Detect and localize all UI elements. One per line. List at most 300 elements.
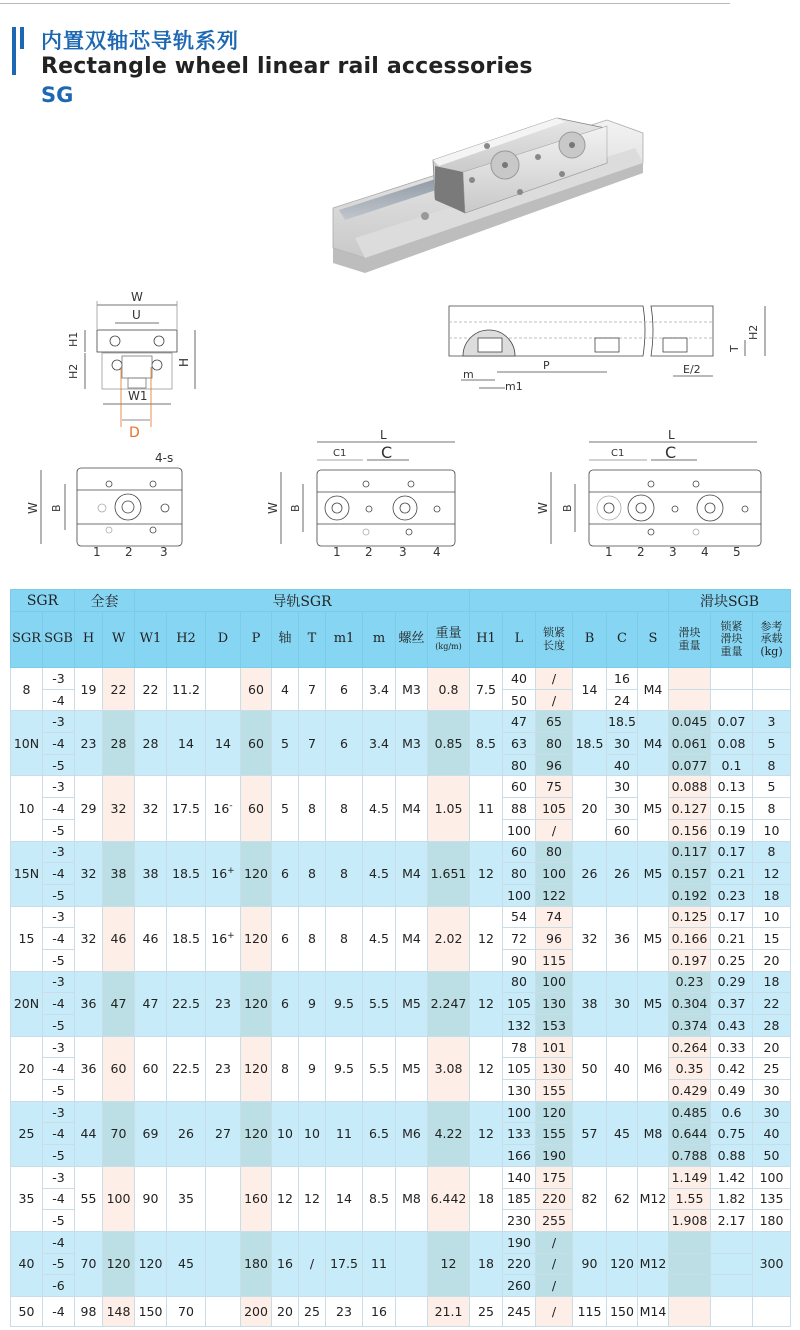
col-h2: H2 [167,612,206,668]
cell-lock-block-weight: 0.1 [711,754,753,776]
svg-text:C1: C1 [611,448,625,459]
cell-lock-block-weight: 0.88 [711,1145,753,1167]
cell-s: M4 [638,711,669,776]
table-row [11,841,791,863]
cell-ref-load: 12 [753,863,791,885]
cell-h1: 12 [470,906,503,971]
group-header-sgr: SGR [11,590,75,612]
cell-w: 100 [103,1166,135,1231]
cell-sgr: 35 [11,1166,43,1231]
cell-l: 88 [503,798,536,820]
rail-side-view-diagram [445,300,775,395]
cell-sgb: -4 [43,733,75,755]
cell-lock-length: 80 [536,841,573,863]
cell-sgb: -4 [43,1123,75,1145]
cell-t: 8 [299,906,326,971]
cell-lock-length: 75 [536,776,573,798]
table-row [11,1036,791,1058]
cell-c: 150 [607,1296,638,1326]
cell-block-weight: 0.788 [669,1145,711,1167]
col-ref-load: 参考 承载 (kg) [753,612,791,668]
cell-h2: 35 [167,1166,206,1231]
cell-sgr: 25 [11,1101,43,1166]
cell-sgb: -5 [43,949,75,971]
cell-c: 16 [607,668,638,690]
cell-sgb: -3 [43,971,75,993]
group-header-set: 全套 [75,590,135,612]
cell-h: 19 [75,668,103,711]
cell-shaft: 10 [272,1101,299,1166]
svg-text:4: 4 [433,545,441,559]
svg-text:2: 2 [637,545,645,559]
cell-lock-block-weight: 0.08 [711,733,753,755]
cell-lock-block-weight: 1.42 [711,1166,753,1188]
cell-l: 100 [503,819,536,841]
cell-l: 60 [503,841,536,863]
svg-text:L: L [668,428,675,442]
cell-block-weight: 0.157 [669,863,711,885]
cell-screw: M8 [396,1166,428,1231]
cell-b: 14 [573,668,607,711]
title-accent-bar [12,27,16,75]
cell-c: 62 [607,1166,638,1231]
cell-lock-length: 122 [536,884,573,906]
cell-d-value: 23 [215,996,231,1012]
cell-screw [396,1231,428,1296]
cell-ref-load: 300 [753,1231,791,1296]
cell-m: 3.4 [363,668,396,711]
cell-ref-load: 5 [753,776,791,798]
cell-h1: 12 [470,841,503,906]
cell-sgr: 10 [11,776,43,841]
svg-text:4: 4 [701,545,709,559]
cell-h1: 18 [470,1231,503,1296]
svg-text:H2: H2 [67,363,80,379]
col-block-weight: 滑块 重量 [669,612,711,668]
cell-h: 44 [75,1101,103,1166]
cell-lock-block-weight: 0.43 [711,1015,753,1037]
cell-h2: 45 [167,1231,206,1296]
col-m1: m1 [326,612,363,668]
cell-s: M5 [638,776,669,841]
cell-block-weight: 1.149 [669,1166,711,1188]
svg-text:3: 3 [399,545,407,559]
section-view-diagram [55,287,225,442]
cell-lock-block-weight: 0.75 [711,1123,753,1145]
cell-m1: 23 [326,1296,363,1326]
svg-text:W: W [266,502,280,514]
col-sgb: SGB [43,612,75,668]
cell-d [206,1036,241,1101]
cell-p: 180 [241,1231,272,1296]
svg-text:1: 1 [93,545,101,559]
cell-sgr: 20N [11,971,43,1036]
cell-d-value: 16 [213,801,230,817]
cell-sgb: -4 [43,1188,75,1210]
cell-m1: 8 [326,906,363,971]
cell-m: 5.5 [363,971,396,1036]
top-divider [0,3,730,4]
cell-w1: 90 [135,1166,167,1231]
table-row [11,668,791,690]
cell-c: 18.5 [607,711,638,733]
cell-screw: M6 [396,1101,428,1166]
cell-c: 26 [607,841,638,906]
spec-table-body [11,668,791,1327]
cell-l: 78 [503,1036,536,1058]
cell-sgb: -5 [43,1253,75,1275]
cell-l: 105 [503,993,536,1015]
svg-text:3: 3 [160,545,168,559]
cell-h2: 18.5 [167,841,206,906]
cell-h: 23 [75,711,103,776]
cell-weight: 2.247 [428,971,470,1036]
cell-t: 9 [299,971,326,1036]
cell-sgb: -3 [43,711,75,733]
svg-text:C1: C1 [333,448,347,459]
cell-sgr: 40 [11,1231,43,1296]
cell-s: M5 [638,841,669,906]
cell-h1: 11 [470,776,503,841]
cell-d-value: 14 [215,735,231,751]
cell-s: M12 [638,1231,669,1296]
block-3-hole-diagram [25,448,255,560]
cell-b: 38 [573,971,607,1036]
cell-s: M14 [638,1296,669,1326]
cell-m: 6.5 [363,1101,396,1166]
cell-sgb: -5 [43,754,75,776]
cell-d-tolerance: + [227,931,235,942]
cell-w1: 28 [135,711,167,776]
cell-h2: 26 [167,1101,206,1166]
cell-ref-load: 3 [753,711,791,733]
series-label: SG [41,83,74,107]
svg-text:2: 2 [125,545,133,559]
cell-lock-length: / [536,1275,573,1297]
cell-ref-load: 15 [753,928,791,950]
svg-text:E/2: E/2 [683,363,701,376]
cell-sgb: -4 [43,993,75,1015]
table-row [11,1166,791,1188]
cell-c: 24 [607,689,638,711]
cell-m: 11 [363,1231,396,1296]
cell-s: M12 [638,1166,669,1231]
cell-d-value: 23 [215,1061,231,1077]
cell-h2: 70 [167,1296,206,1326]
cell-lock-block-weight: 0.49 [711,1080,753,1102]
col-p: P [241,612,272,668]
cell-t: 8 [299,841,326,906]
svg-text:T: T [728,345,741,352]
cell-l: 40 [503,668,536,690]
cell-l: 80 [503,863,536,885]
cell-m: 16 [363,1296,396,1326]
cell-ref-load: 100 [753,1166,791,1188]
cell-d-tolerance: - [229,800,233,811]
cell-d [206,1166,241,1231]
cell-b: 90 [573,1231,607,1296]
cell-lock-length: / [536,1296,573,1326]
cell-ref-load: 30 [753,1080,791,1102]
cell-sgb: -4 [43,1296,75,1326]
cell-w1: 60 [135,1036,167,1101]
cell-m1: 11 [326,1101,363,1166]
cell-d-value: 16 [211,931,228,947]
cell-m1: 8 [326,776,363,841]
cell-t: 7 [299,711,326,776]
cell-screw: M4 [396,776,428,841]
cell-m: 8.5 [363,1166,396,1231]
cell-screw: M5 [396,971,428,1036]
cell-l: 190 [503,1231,536,1253]
cell-w1: 47 [135,971,167,1036]
cell-lock-block-weight [711,1296,753,1326]
svg-text:L: L [380,428,387,442]
cell-lock-length: / [536,668,573,690]
cell-lock-block-weight: 1.82 [711,1188,753,1210]
cell-ref-load [753,689,791,711]
cell-screw [396,1296,428,1326]
cell-b: 115 [573,1296,607,1326]
cell-sgb: -6 [43,1275,75,1297]
cell-ref-load [753,668,791,690]
cell-lock-length: 105 [536,798,573,820]
cell-m: 4.5 [363,906,396,971]
cell-block-weight: 0.045 [669,711,711,733]
cell-ref-load: 10 [753,819,791,841]
cell-weight: 3.08 [428,1036,470,1101]
cell-block-weight: 0.485 [669,1101,711,1123]
cell-lock-length: 80 [536,733,573,755]
svg-text:C: C [381,443,393,462]
cell-l: 90 [503,949,536,971]
cell-p: 120 [241,1101,272,1166]
cell-weight: 12 [428,1231,470,1296]
cell-ref-load: 8 [753,841,791,863]
cell-c: 60 [607,819,638,841]
cell-ref-load: 5 [753,733,791,755]
cell-lock-length: 100 [536,971,573,993]
cell-block-weight: 1.908 [669,1210,711,1232]
cell-sgb: -3 [43,841,75,863]
cell-ref-load [753,1296,791,1326]
cell-block-weight: 0.644 [669,1123,711,1145]
cell-h: 29 [75,776,103,841]
cell-ref-load: 50 [753,1145,791,1167]
cell-ref-load: 40 [753,1123,791,1145]
cell-h2: 22.5 [167,1036,206,1101]
svg-text:W: W [536,502,550,514]
cell-b: 32 [573,906,607,971]
cell-lock-block-weight: 0.17 [711,841,753,863]
cell-lock-length: / [536,1253,573,1275]
title-accent-bar-short [20,27,24,49]
cell-c: 40 [607,754,638,776]
block-5-hole-diagram [525,428,790,560]
cell-weight: 6.442 [428,1166,470,1231]
cell-block-weight: 0.304 [669,993,711,1015]
col-l: L [503,612,536,668]
cell-d [206,906,241,971]
cell-lock-length: 96 [536,754,573,776]
cell-m1: 8 [326,841,363,906]
cell-d [206,1296,241,1326]
cell-w: 38 [103,841,135,906]
cell-lock-block-weight: 0.23 [711,884,753,906]
cell-weight: 0.85 [428,711,470,776]
svg-text:B: B [50,504,63,512]
cell-ref-load: 20 [753,949,791,971]
cell-sgb: -5 [43,1210,75,1232]
cell-shaft: 20 [272,1296,299,1326]
cell-c: 120 [607,1231,638,1296]
cell-h: 32 [75,906,103,971]
block-4-hole-diagram [255,428,470,560]
cell-l: 166 [503,1145,536,1167]
svg-text:3: 3 [669,545,677,559]
cell-lock-length: 153 [536,1015,573,1037]
page-title-en: Rectangle wheel linear rail accessories [41,54,533,79]
cell-h1: 8.5 [470,711,503,776]
svg-text:5: 5 [733,545,741,559]
group-header-rail: 导轨SGR [135,590,470,612]
cell-d [206,841,241,906]
cell-lock-length: 100 [536,863,573,885]
cell-l: 72 [503,928,536,950]
cell-block-weight: 0.264 [669,1036,711,1058]
cell-t: 8 [299,776,326,841]
cell-c: 30 [607,733,638,755]
cell-c: 36 [607,906,638,971]
cell-ref-load: 10 [753,906,791,928]
cell-lock-block-weight: 0.29 [711,971,753,993]
cell-sgb: -3 [43,668,75,690]
cell-shaft: 6 [272,971,299,1036]
col-lock-block-weight: 锁紧 滑块 重量 [711,612,753,668]
cell-sgb: -4 [43,928,75,950]
cell-sgb: -3 [43,1036,75,1058]
cell-sgr: 8 [11,668,43,711]
cell-p: 200 [241,1296,272,1326]
cell-d-value: 16 [211,866,228,882]
cell-block-weight: 0.374 [669,1015,711,1037]
cell-w: 120 [103,1231,135,1296]
cell-lock-block-weight: 0.19 [711,819,753,841]
cell-sgb: -5 [43,884,75,906]
cell-m1: 6 [326,668,363,711]
cell-d [206,971,241,1036]
cell-w: 148 [103,1296,135,1326]
col-w1: W1 [135,612,167,668]
cell-p: 120 [241,1036,272,1101]
table-row [11,776,791,798]
cell-l: 50 [503,689,536,711]
cell-shaft: 8 [272,1036,299,1101]
cell-ref-load: 22 [753,993,791,1015]
cell-lock-length: 155 [536,1080,573,1102]
cell-weight: 4.22 [428,1101,470,1166]
svg-text:4-s: 4-s [155,451,174,465]
cell-b: 50 [573,1036,607,1101]
col-b: B [573,612,607,668]
cell-l: 185 [503,1188,536,1210]
cell-sgr: 15N [11,841,43,906]
cell-shaft: 4 [272,668,299,711]
cell-ref-load: 18 [753,971,791,993]
cell-block-weight: 0.156 [669,819,711,841]
col-screw: 螺丝 [396,612,428,668]
cell-ref-load: 30 [753,1101,791,1123]
cell-h2: 18.5 [167,906,206,971]
svg-text:1: 1 [333,545,341,559]
product-photo [325,108,655,283]
cell-l: 100 [503,1101,536,1123]
col-c: C [607,612,638,668]
cell-block-weight: 1.55 [669,1188,711,1210]
cell-lock-block-weight [711,1253,753,1275]
cell-sgb: -4 [43,863,75,885]
col-s: S [638,612,669,668]
cell-sgb: -5 [43,1145,75,1167]
cell-m1: 9.5 [326,971,363,1036]
cell-lock-length: 74 [536,906,573,928]
cell-h: 98 [75,1296,103,1326]
cell-sgb: -4 [43,1231,75,1253]
cell-w: 70 [103,1101,135,1166]
svg-text:D: D [129,425,140,441]
cell-w1: 120 [135,1231,167,1296]
cell-sgr: 15 [11,906,43,971]
cell-screw: M5 [396,1036,428,1101]
cell-p: 60 [241,776,272,841]
cell-lock-length: 65 [536,711,573,733]
cell-sgb: -4 [43,689,75,711]
cell-l: 60 [503,776,536,798]
page-title-cn: 内置双轴芯导轨系列 [41,29,239,53]
cell-l: 80 [503,971,536,993]
cell-screw: M4 [396,906,428,971]
cell-lock-block-weight: 0.17 [711,906,753,928]
svg-text:B: B [289,504,302,512]
cell-w1: 32 [135,776,167,841]
cell-w: 22 [103,668,135,711]
cell-m1: 17.5 [326,1231,363,1296]
cell-lock-block-weight [711,668,753,690]
col-lock-length: 锁紧 长度 [536,612,573,668]
svg-text:P: P [543,359,550,372]
cell-block-weight: 0.077 [669,754,711,776]
cell-ref-load: 20 [753,1036,791,1058]
cell-c: 45 [607,1101,638,1166]
cell-shaft: 6 [272,906,299,971]
cell-l: 140 [503,1166,536,1188]
cell-c: 30 [607,776,638,798]
cell-block-weight [669,1275,711,1297]
cell-sgb: -3 [43,906,75,928]
cell-t: / [299,1231,326,1296]
cell-weight: 1.05 [428,776,470,841]
cell-s: M5 [638,906,669,971]
cell-sgb: -3 [43,1166,75,1188]
group-header-empty [470,590,669,612]
cell-shaft: 5 [272,711,299,776]
cell-h2: 22.5 [167,971,206,1036]
cell-lock-block-weight: 0.15 [711,798,753,820]
cell-lock-block-weight: 0.25 [711,949,753,971]
cell-m1: 14 [326,1166,363,1231]
cell-p: 60 [241,668,272,711]
table-row [11,711,791,733]
